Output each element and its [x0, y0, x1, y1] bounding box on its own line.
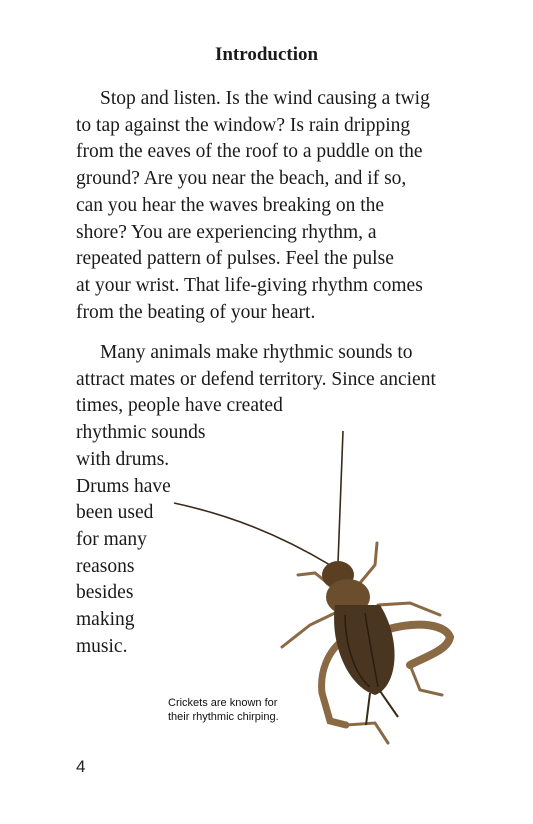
- paragraph-line: with drums.: [76, 448, 170, 470]
- paragraph-line: been used: [76, 502, 154, 524]
- paragraph-line: making: [76, 609, 135, 631]
- figure-caption: [168, 696, 279, 724]
- paragraph-line: ground? Are you near the beach, and if so,: [76, 168, 407, 190]
- paragraph-line: music.: [76, 635, 128, 657]
- paragraph-line: Stop and listen. Is the wind causing a twig: [100, 88, 430, 109]
- paragraph-line: rhythmic sounds: [76, 422, 206, 444]
- page-number: 4: [76, 757, 86, 776]
- paragraph-line: can you hear the waves breaking on the: [76, 194, 385, 216]
- caption-line: Crickets are known for: [168, 697, 278, 709]
- paragraph-line: attract mates or defend territory. Since ancient: [76, 368, 436, 390]
- paragraph-line: shore? You are experiencing rhythm, a: [76, 221, 377, 243]
- paragraph-line: to tap against the window? Is rain dripping: [76, 114, 411, 136]
- paragraph-line: for many: [76, 528, 147, 550]
- paragraph-line: repeated pattern of pulses. Feel the pulse: [76, 248, 394, 270]
- paragraph-line: from the beating of your heart.: [76, 301, 316, 323]
- paragraph-line: from the eaves of the roof to a puddle on the: [76, 141, 423, 163]
- paragraph-line: besides: [76, 582, 134, 604]
- paragraph-line: Many animals make rhythmic sounds to: [100, 342, 413, 363]
- paragraph-line: at your wrist. That life-giving rhythm comes: [76, 274, 423, 296]
- section-heading: Introduction: [214, 44, 319, 65]
- caption-line: their rhythmic chirping.: [168, 711, 279, 723]
- paragraph-line: reasons: [76, 555, 135, 577]
- paragraph-line: times, people have created: [76, 395, 283, 417]
- paragraph-line: Drums have: [76, 475, 171, 497]
- paragraph-1: [76, 86, 476, 326]
